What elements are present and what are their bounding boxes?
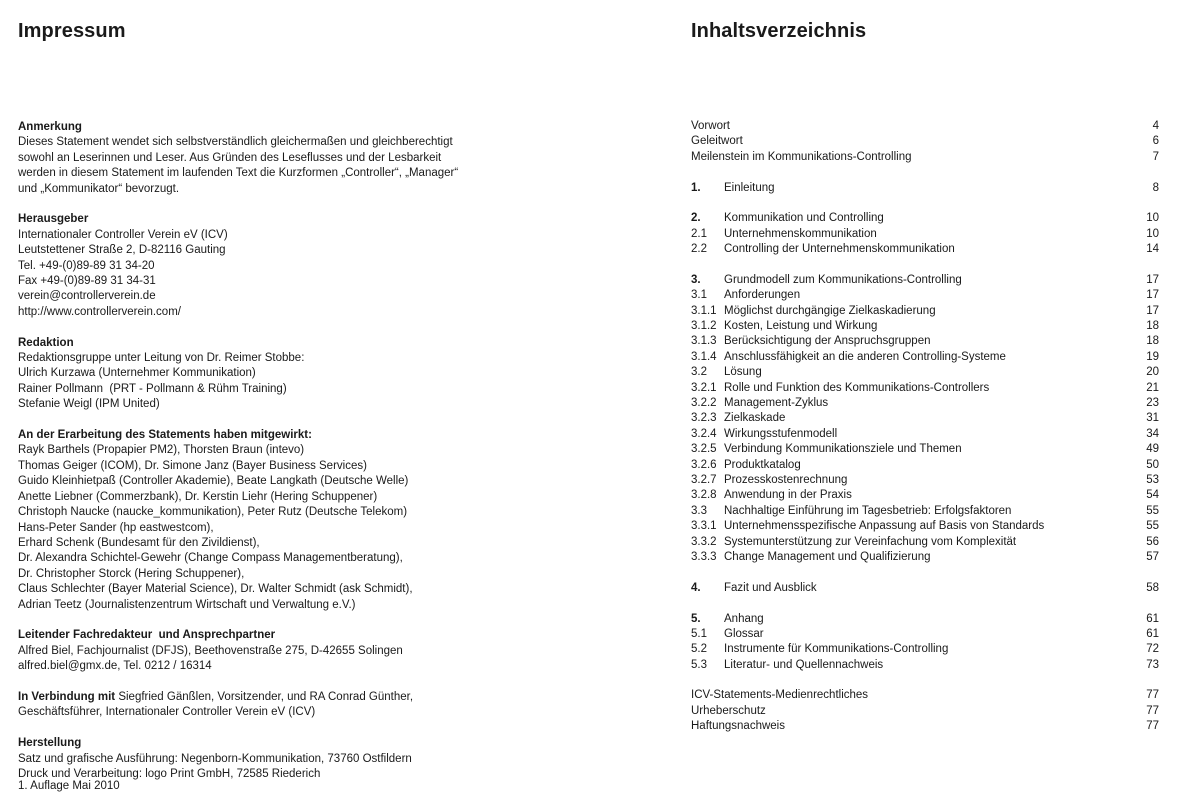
toc-entry-title: Anhang <box>724 612 764 625</box>
toc-entry[interactable] <box>691 642 1171 657</box>
toc-entry-page: 50 <box>1146 458 1159 471</box>
toc-entry-title: Kosten, Leistung und Wirkung <box>724 320 878 333</box>
toc-entry-page: 61 <box>1146 612 1159 625</box>
impressum-body <box>18 120 658 798</box>
toc-entry[interactable] <box>691 658 1171 673</box>
toc-entry-number: 3. <box>691 273 701 286</box>
toc-entry[interactable] <box>691 273 1171 288</box>
toc-entry[interactable] <box>691 334 1171 349</box>
toc-group <box>691 211 1171 257</box>
toc-entry-title: Geleitwort <box>691 135 743 148</box>
toc-entry-title: Management-Zyklus <box>724 397 829 410</box>
toc-entry[interactable] <box>691 134 1171 149</box>
toc-entry[interactable] <box>691 211 1171 226</box>
toc-entry-number: 3.2.2 <box>691 397 717 410</box>
toc-entry[interactable] <box>691 504 1171 519</box>
toc-entry[interactable] <box>691 150 1171 165</box>
edition-note: 1. Auflage Mai 2010 <box>18 780 120 792</box>
toc-entry[interactable] <box>691 519 1171 534</box>
toc-entry[interactable] <box>691 350 1171 365</box>
impressum-text-line: Thomas Geiger (ICOM), Dr. Simone Janz (Bayer Business Services) <box>18 459 367 472</box>
toc-entry-title: Haftungsnachweis <box>691 720 785 733</box>
impressum-section <box>18 212 658 320</box>
toc-entry-title: Prozesskostenrechnung <box>724 473 848 486</box>
toc-entry-title: Wirkungsstufenmodell <box>724 427 838 440</box>
toc-entry-title: Instrumente für Kommunikations-Controlling <box>724 643 949 656</box>
toc-entry-page: 72 <box>1146 643 1159 656</box>
toc-entry-page: 58 <box>1146 581 1159 594</box>
impressum-section <box>18 628 658 674</box>
impressum-section <box>18 690 658 721</box>
toc-entry-title: Möglichst durchgängige Zielkaskadierung <box>724 304 936 317</box>
impressum-heading: Herstellung <box>18 737 82 750</box>
impressum-heading-line <box>18 212 658 227</box>
toc-entry-page: 18 <box>1146 335 1159 348</box>
impressum-text-line: Adrian Teetz (Journalistenzentrum Wirtschaft und Verwaltung e.V.) <box>18 598 356 611</box>
toc-entry[interactable] <box>691 473 1171 488</box>
toc-entry-number: 3.2.6 <box>691 458 717 471</box>
toc-entry[interactable] <box>691 288 1171 303</box>
toc-entry-title: Unternehmensspezifische Anpassung auf Basis von Standards <box>724 520 1045 533</box>
impressum-text-line: alfred.biel@gmx.de, Tel. 0212 / 16314 <box>18 660 212 673</box>
impressum-heading-suffix: Siegfried Gänßlen, Vorsitzender, und RA Conrad Günther, <box>115 690 414 703</box>
impressum-text-line: verein@controllerverein.de <box>18 290 156 303</box>
toc-entry-title: Zielkaskade <box>724 412 786 425</box>
toc-entry-title: Nachhaltige Einführung im Tagesbetrieb: Erfolgsfaktoren <box>724 504 1012 517</box>
table-of-contents <box>691 119 1171 750</box>
toc-entry-number: 3.3.2 <box>691 535 717 548</box>
toc-entry-page: 17 <box>1146 273 1159 286</box>
impressum-heading: Redaktion <box>18 336 74 349</box>
toc-entry-title: ICV-Statements-Medienrechtliches <box>691 689 869 702</box>
toc-entry-title: Controlling der Unternehmenskommunikation <box>724 243 955 256</box>
toc-entry-title: Verbindung Kommunikationsziele und Themen <box>724 443 962 456</box>
toc-entry[interactable] <box>691 612 1171 627</box>
toc-entry-title: Fazit und Ausblick <box>724 581 817 594</box>
toc-entry-page: 18 <box>1146 320 1159 333</box>
toc-entry[interactable] <box>691 381 1171 396</box>
toc-entry-page: 34 <box>1146 427 1159 440</box>
toc-entry[interactable] <box>691 704 1171 719</box>
impressum-text-line: Claus Schlechter (Bayer Material Science), Dr. Walter Schmidt (ask Schmidt), <box>18 583 413 596</box>
toc-group <box>691 612 1171 674</box>
toc-entry-title: Anschlussfähigkeit an die anderen Controlling-Systeme <box>724 350 1006 363</box>
toc-entry-number: 5. <box>691 612 701 625</box>
toc-entry[interactable] <box>691 427 1171 442</box>
impressum-text-line: Fax +49-(0)89-89 31 34-31 <box>18 275 156 288</box>
toc-entry-title: Unternehmenskommunikation <box>724 227 877 240</box>
toc-entry-page: 61 <box>1146 627 1159 640</box>
toc-group <box>691 119 1171 165</box>
toc-title: Inhaltsverzeichnis <box>691 20 867 42</box>
toc-entry-title: Glossar <box>724 627 764 640</box>
toc-entry-number: 3.2.4 <box>691 427 717 440</box>
toc-group <box>691 581 1171 596</box>
toc-entry-number: 2. <box>691 212 701 225</box>
toc-entry-page: 56 <box>1146 535 1159 548</box>
impressum-text-line: Dieses Statement wendet sich selbstverständlich gleichermaßen und gleichberechtigt <box>18 136 453 149</box>
toc-group <box>691 688 1171 734</box>
toc-entry-title: Kommunikation und Controlling <box>724 212 884 225</box>
toc-entry-page: 55 <box>1146 504 1159 517</box>
toc-entry-number: 3.2.5 <box>691 443 717 456</box>
impressum-heading-line <box>18 336 658 351</box>
toc-entry-number: 3.2.3 <box>691 412 717 425</box>
toc-entry-page: 53 <box>1146 473 1159 486</box>
toc-entry-page: 14 <box>1146 243 1159 256</box>
impressum-heading-line <box>18 628 658 643</box>
toc-entry-number: 3.1.4 <box>691 350 717 363</box>
toc-entry-title: Meilenstein im Kommunikations-Controlling <box>691 150 912 163</box>
toc-entry[interactable] <box>691 396 1171 411</box>
toc-entry-page: 73 <box>1146 658 1159 671</box>
toc-entry[interactable] <box>691 365 1171 380</box>
toc-entry-number: 3.1 <box>691 289 707 302</box>
impressum-text-line: Redaktionsgruppe unter Leitung von Dr. Reimer Stobbe: <box>18 352 305 365</box>
toc-entry-title: Urheberschutz <box>691 704 766 717</box>
impressum-heading-line <box>18 690 658 705</box>
toc-entry-number: 2.2 <box>691 243 707 256</box>
impressum-text-line: Rayk Barthels (Propapier PM2), Thorsten Braun (intevo) <box>18 444 305 457</box>
toc-entry-page: 55 <box>1146 520 1159 533</box>
toc-entry[interactable] <box>691 688 1171 703</box>
impressum-text-line: Anette Liebner (Commerzbank), Dr. Kerstin Liehr (Hering Schuppener) <box>18 490 378 503</box>
toc-entry[interactable] <box>691 304 1171 319</box>
impressum-text-line: Stefanie Weigl (IPM United) <box>18 398 160 411</box>
toc-entry-number: 3.3 <box>691 504 707 517</box>
toc-entry[interactable] <box>691 581 1171 596</box>
impressum-section <box>18 428 658 613</box>
toc-entry-page: 7 <box>1152 150 1159 163</box>
toc-entry-title: Vorwort <box>691 120 730 132</box>
impressum-text-line: Internationaler Controller Verein eV (ICV) <box>18 228 228 241</box>
toc-entry[interactable] <box>691 458 1171 473</box>
toc-entry-number: 3.2.8 <box>691 489 717 502</box>
toc-entry-page: 19 <box>1146 350 1159 363</box>
impressum-heading: An der Erarbeitung des Statements haben mitgewirkt: <box>18 429 312 442</box>
toc-entry-title: Rolle und Funktion des Kommunikations-Controllers <box>724 381 990 394</box>
toc-entry-page: 49 <box>1146 443 1159 456</box>
toc-entry-title: Anforderungen <box>724 289 801 302</box>
toc-entry-number: 3.1.1 <box>691 304 717 317</box>
impressum-section <box>18 120 658 197</box>
toc-entry-title: Lösung <box>724 366 762 379</box>
toc-entry-title: Change Management und Qualifizierung <box>724 550 931 563</box>
toc-entry-page: 4 <box>1152 120 1159 132</box>
toc-entry-number: 5.1 <box>691 627 707 640</box>
toc-entry-page: 10 <box>1146 227 1159 240</box>
impressum-text-line: Dr. Christopher Storck (Hering Schuppener), <box>18 567 245 580</box>
impressum-heading-line <box>18 736 658 751</box>
toc-group <box>691 273 1171 565</box>
toc-entry-title: Produktkatalog <box>724 458 801 471</box>
toc-entry-page: 21 <box>1146 381 1159 394</box>
toc-entry-page: 23 <box>1146 397 1159 410</box>
toc-entry[interactable] <box>691 181 1171 196</box>
impressum-section <box>18 736 658 782</box>
toc-entry-page: 6 <box>1152 135 1159 148</box>
toc-entry-title: Einleitung <box>724 181 775 194</box>
toc-entry-page: 54 <box>1146 489 1159 502</box>
toc-entry-page: 8 <box>1152 181 1159 194</box>
toc-entry-number: 4. <box>691 581 701 594</box>
toc-entry[interactable] <box>691 319 1171 334</box>
toc-entry-number: 3.2.7 <box>691 473 717 486</box>
toc-entry-page: 10 <box>1146 212 1159 225</box>
toc-entry-number: 3.1.3 <box>691 335 717 348</box>
impressum-text-line: Ulrich Kurzawa (Unternehmer Kommunikation) <box>18 367 256 380</box>
impressum-text-line: Satz und grafische Ausführung: Negenborn-Kommunikation, 73760 Ostfildern <box>18 752 412 765</box>
toc-entry[interactable] <box>691 627 1171 642</box>
impressum-page <box>18 0 658 805</box>
toc-entry[interactable] <box>691 442 1171 457</box>
impressum-text-line: Geschäftsführer, Internationaler Controller Verein eV (ICV) <box>18 706 316 719</box>
toc-entry[interactable] <box>691 119 1171 134</box>
impressum-text-line: Rainer Pollmann (PRT - Pollmann & Rühm Training) <box>18 382 287 395</box>
impressum-text-line: werden in diesem Statement im laufenden Text die Kurzformen „Controller“, „Manager“ <box>18 167 459 180</box>
toc-entry-number: 3.1.2 <box>691 320 717 333</box>
toc-entry[interactable] <box>691 227 1171 242</box>
toc-entry-page: 77 <box>1146 704 1159 717</box>
toc-entry-number: 2.1 <box>691 227 707 240</box>
toc-entry[interactable] <box>691 550 1171 565</box>
toc-entry-number: 3.3.1 <box>691 520 717 533</box>
toc-entry-title: Grundmodell zum Kommunikations-Controlling <box>724 273 962 286</box>
impressum-text-line: Druck und Verarbeitung: logo Print GmbH, 72585 Riederich <box>18 767 321 780</box>
impressum-text-line: sowohl an Leserinnen und Leser. Aus Gründen des Leseflusses und der Lesbarkeit <box>18 151 442 164</box>
toc-entry-number: 3.2 <box>691 366 707 379</box>
toc-entry[interactable] <box>691 411 1171 426</box>
impressum-heading: Leitender Fachredakteur und Ansprechpartner <box>18 629 276 642</box>
impressum-text-line: Tel. +49-(0)89-89 31 34-20 <box>18 259 155 272</box>
toc-entry-page: 17 <box>1146 289 1159 302</box>
impressum-heading: In Verbindung mit <box>18 690 116 703</box>
toc-entry[interactable] <box>691 719 1171 734</box>
impressum-heading: Herausgeber <box>18 213 89 226</box>
impressum-heading-line <box>18 120 658 135</box>
toc-entry-number: 1. <box>691 181 701 194</box>
impressum-heading: Anmerkung <box>18 121 82 133</box>
toc-entry-page: 17 <box>1146 304 1159 317</box>
toc-entry-title: Systemunterstützung zur Vereinfachung vom Komplexität <box>724 535 1017 548</box>
impressum-section <box>18 336 658 413</box>
toc-entry-title: Anwendung in der Praxis <box>724 489 852 502</box>
impressum-title: Impressum <box>18 20 126 42</box>
impressum-text-line: und „Kommunikator“ bevorzugt. <box>18 182 180 195</box>
toc-entry-page: 20 <box>1146 366 1159 379</box>
toc-entry[interactable] <box>691 242 1171 257</box>
impressum-text-line: Leutstettener Straße 2, D-82116 Gauting <box>18 244 226 257</box>
toc-entry-page: 31 <box>1146 412 1159 425</box>
toc-page <box>691 0 1171 805</box>
toc-entry-number: 5.2 <box>691 643 707 656</box>
toc-group <box>691 181 1171 196</box>
impressum-heading-line <box>18 428 658 443</box>
toc-entry-number: 5.3 <box>691 658 707 671</box>
impressum-text-line: Christoph Naucke (naucke_kommunikation), Peter Rutz (Deutsche Telekom) <box>18 506 408 519</box>
impressum-text-line: Guido Kleinhietpaß (Controller Akademie), Beate Langkath (Deutsche Welle) <box>18 475 409 488</box>
toc-entry[interactable] <box>691 488 1171 503</box>
impressum-text-line: Hans-Peter Sander (hp eastwestcom), <box>18 521 214 534</box>
toc-entry-number: 3.3.3 <box>691 550 717 563</box>
toc-entry-number: 3.2.1 <box>691 381 717 394</box>
impressum-text-line: http://www.controllerverein.com/ <box>18 305 181 318</box>
toc-entry-title: Berücksichtigung der Anspruchsgruppen <box>724 335 931 348</box>
toc-entry[interactable] <box>691 535 1171 550</box>
impressum-text-line: Erhard Schenk (Bundesamt für den Zivildienst), <box>18 536 260 549</box>
toc-entry-title: Literatur- und Quellennachweis <box>724 658 884 671</box>
toc-entry-page: 77 <box>1146 720 1159 733</box>
impressum-text-line: Dr. Alexandra Schichtel-Gewehr (Change Compass Managementberatung), <box>18 552 403 565</box>
toc-entry-page: 57 <box>1146 550 1159 563</box>
toc-entry-page: 77 <box>1146 689 1159 702</box>
impressum-text-line: Alfred Biel, Fachjournalist (DFJS), Beethovenstraße 275, D-42655 Solingen <box>18 644 403 657</box>
